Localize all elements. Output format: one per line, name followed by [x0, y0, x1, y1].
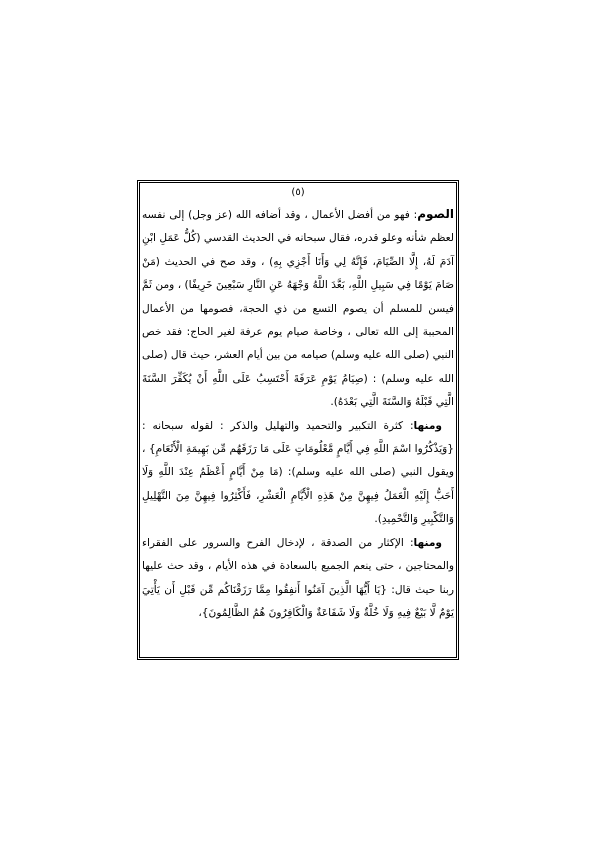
paragraph-keyword: الصوم: [417, 207, 454, 221]
paragraph-text: : فهو من أفضل الأعمال ، وقد أضافه الله (عز وجل) إلى نفسه لعظم شأنه وعلو قدره، فقال سبحانه في الحديث القدسي (كُلُّ عَمَلِ ابْنِ آدَمَ لَهُ، إِلَّا الصِّيَامَ، فَإِنَّهُ لِي وَأَنَا أَجْزِي بِهِ) ، وقد صح في الحديث (مَنْ صَامَ يَوْمًا فِي سَبِيلِ اللَّهِ، بَعَّدَ اللَّهُ وَجْهَهُ عَنِ النَّارِ سَبْعِينَ خَرِيفًا) ، ومن ثَمَّ فيسن للمسلم أن يصوم التسع من ذي الحجة، فصومها من الأعمال المحببة إلى الله تعالى ، وخاصة صيام يوم عرفة لغير الحاج: فقد خص النبي (صلى الله عليه وسلم) صيامه من بين أيام العشر، حيث قال (صلى الله عليه وسلم) : (صِيَامُ يَوْمِ عَرَفَةَ أَحْتَسِبُ عَلَى اللَّهِ أَنْ يُكَفِّرَ السَّنَةَ الَّتِي قَبْلَهُ وَالسَّنَةَ الَّتِي بَعْدَهُ).: [141, 209, 454, 409]
paragraph-keyword: ومنها: [413, 419, 442, 432]
paragraph-text: : الإكثار من الصدقة ، لإدخال الفرح والسرور على الفقراء والمحتاجين ، حتى ينعم الجميع بالسعادة في هذه الأيام ، وقد حث عليها ربنا حيث قال: {يَا أَيُّهَا الَّذِينَ آمَنُوا أَنفِقُوا مِمَّا رَزَقْنَاكُم مِّن قَبْلِ أَن يَأْتِيَ يَوْمٌ لَّا بَيْعٌ فِيهِ وَلَا خُلَّةٌ وَلَا شَفَاعَةٌ وَالْكَافِرُونَ هُمُ الظَّالِمُونَ}،: [142, 536, 454, 619]
paragraph-keyword: ومنها: [413, 536, 442, 549]
page-number: (٥): [291, 187, 305, 198]
paragraph-fasting: [142, 203, 454, 415]
page-content: [142, 183, 454, 625]
paragraph-charity: [142, 532, 454, 626]
paragraph-text: : كثرة التكبير والتحميد والتهليل والذكر : لقوله سبحانه : {وَيَذْكُرُوا اسْمَ اللَّهِ فِي أَيَّامٍ مَّعْلُومَاتٍ عَلَى مَا رَزَقَهُم مِّن بَهِيمَةِ الْأَنْعَامِ} ، ويقول النبي (صلى الله عليه وسلم): (مَا مِنْ أَيَّامٍ أَعْظَمُ عِنْدَ اللَّهِ وَلَا أَحَبُّ إِلَيْهِ الْعَمَلُ فِيهِنَّ مِنْ هَذِهِ الْأَيَّامِ الْعَشْرِ، فَأَكْثِرُوا فِيهِنَّ مِنَ التَّهْلِيلِ وَالتَّكْبِيرِ وَالتَّحْمِيدِ).: [142, 419, 454, 526]
paragraph-dhikr: [142, 415, 454, 532]
